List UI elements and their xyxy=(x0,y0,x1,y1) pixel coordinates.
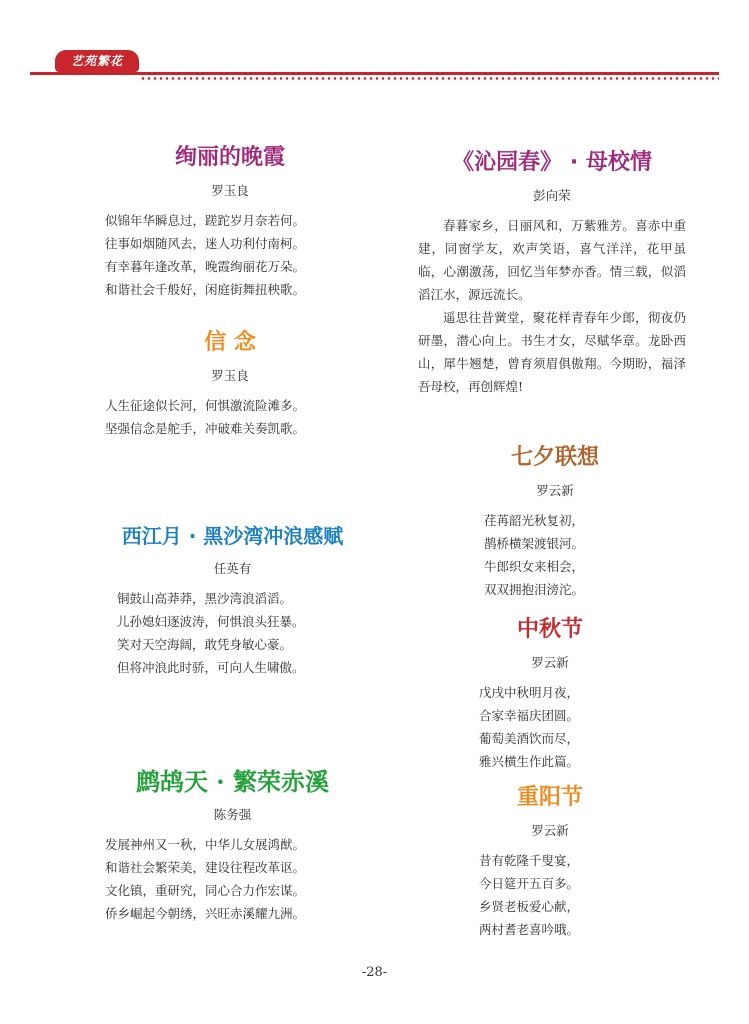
poem-author: 陈务强 xyxy=(213,807,252,822)
poem-line: 葡萄美酒饮而尽， xyxy=(479,731,580,746)
poem-author: 罗云新 xyxy=(531,823,569,838)
poem-paragraph: 遥思往昔黉堂，聚花样青春年少郎，彻夜仍研墨，潜心向上。书生才女，尽赋华章。龙卧西山，犀牛翘楚，曾育须眉俱傲翔。今期盼，福泽吾母校，再创辉煌! xyxy=(418,310,686,394)
poem-7 xyxy=(465,612,635,773)
poem-title: 绚丽的晚霞 xyxy=(174,145,285,170)
poem-line: 乡贤老板爱心献， xyxy=(479,899,580,914)
poem-author: 罗玉良 xyxy=(211,183,249,198)
poem-author: 罗云新 xyxy=(531,655,569,670)
poem-line: 文化镇，重研究，同心合力作宏谋。 xyxy=(105,883,306,898)
poem-title: 重阳节 xyxy=(516,785,583,810)
poem-line: 往事如烟随风去，迷人功利付南柯。 xyxy=(105,236,306,251)
poem-line: 牛郎织女来相会， xyxy=(484,559,585,574)
poem-4 xyxy=(105,762,360,925)
poem-line: 笑对天空海阔，敢凭身敏心豪。 xyxy=(117,637,293,652)
poem-title: 鹧鸪天 · 繁荣赤溪 xyxy=(135,767,330,796)
header-dotted-rule xyxy=(140,77,719,80)
poem-line: 两村耆老喜吟哦。 xyxy=(479,922,580,937)
poem-line: 荏苒韶光秋复初， xyxy=(484,513,585,528)
poem-author: 罗云新 xyxy=(536,483,574,498)
poem-line: 和谐社会千般好，闲庭街舞扭秧歌。 xyxy=(105,282,306,297)
poem-line: 和谐社会繁荣美，建设往程改革讴。 xyxy=(105,860,306,875)
poem-paragraph: 春暮家乡，日丽风和，万紫雅芳。喜赤中重建，同窗学友，欢声笑语，喜气洋洋，花甲虽临，心潮激荡，回忆当年梦亦香。情三载，似滔滔江水，源远流长。 xyxy=(418,218,686,302)
poem-line: 合家幸福庆团圆。 xyxy=(479,708,580,723)
poem-line: 铜鼓山高莽莽，黑沙湾浪滔滔。 xyxy=(117,591,293,606)
poem-5 xyxy=(418,145,686,398)
poem-line: 雅兴横生作此篇。 xyxy=(479,754,580,769)
poem-2 xyxy=(105,325,355,440)
poem-line: 坚强信念是舵手，冲破难关奏凯歌。 xyxy=(105,421,306,436)
poem-line: 似锦年华瞬息过，蹉跎岁月奈若何。 xyxy=(105,213,306,228)
page-number: -28- xyxy=(361,965,388,980)
poem-6 xyxy=(470,440,640,601)
poem-title: 《沁园春》 · 母校情 xyxy=(452,150,652,175)
poem-line: 昔有乾隆千叟宴， xyxy=(479,853,580,868)
poem-author: 彭向荣 xyxy=(533,188,571,203)
poem-author: 罗玉良 xyxy=(211,368,249,383)
poem-line: 今日筵开五百多。 xyxy=(479,876,580,891)
poem-line: 双双拥抱泪滂沱。 xyxy=(484,582,585,597)
poem-title: 中秋节 xyxy=(516,617,583,642)
header-rule xyxy=(30,72,719,75)
poem-title: 信 念 xyxy=(204,330,256,355)
poem-line: 戊戌中秋明月夜， xyxy=(479,685,580,700)
poem-title: 西江月 · 黑沙湾冲浪感赋 xyxy=(121,524,344,548)
poem-1 xyxy=(105,140,355,301)
poem-line: 有幸暮年逢改革，晚霞绚丽花万朵。 xyxy=(105,259,306,274)
poem-line: 儿孙媳妇逐波涛，何惧浪头狂暴。 xyxy=(117,614,305,629)
poem-line: 鹊桥横架渡银河。 xyxy=(484,536,585,551)
poem-line: 但将冲浪此时骄，可向人生啸傲。 xyxy=(117,660,305,675)
poem-author: 任英有 xyxy=(213,561,252,576)
poem-8 xyxy=(465,780,635,941)
poem-line: 侨乡崛起今朝绣，兴旺赤溪耀九洲。 xyxy=(105,906,306,921)
poem-title: 七夕联想 xyxy=(510,445,599,470)
section-badge: 艺苑繁花 xyxy=(55,50,139,72)
poem-line: 人生征途似长河，何惧激流险滩多。 xyxy=(105,398,306,413)
poem-line: 发展神州又一秋，中华儿女展鸿猷。 xyxy=(105,837,306,852)
poem-3 xyxy=(105,520,360,679)
